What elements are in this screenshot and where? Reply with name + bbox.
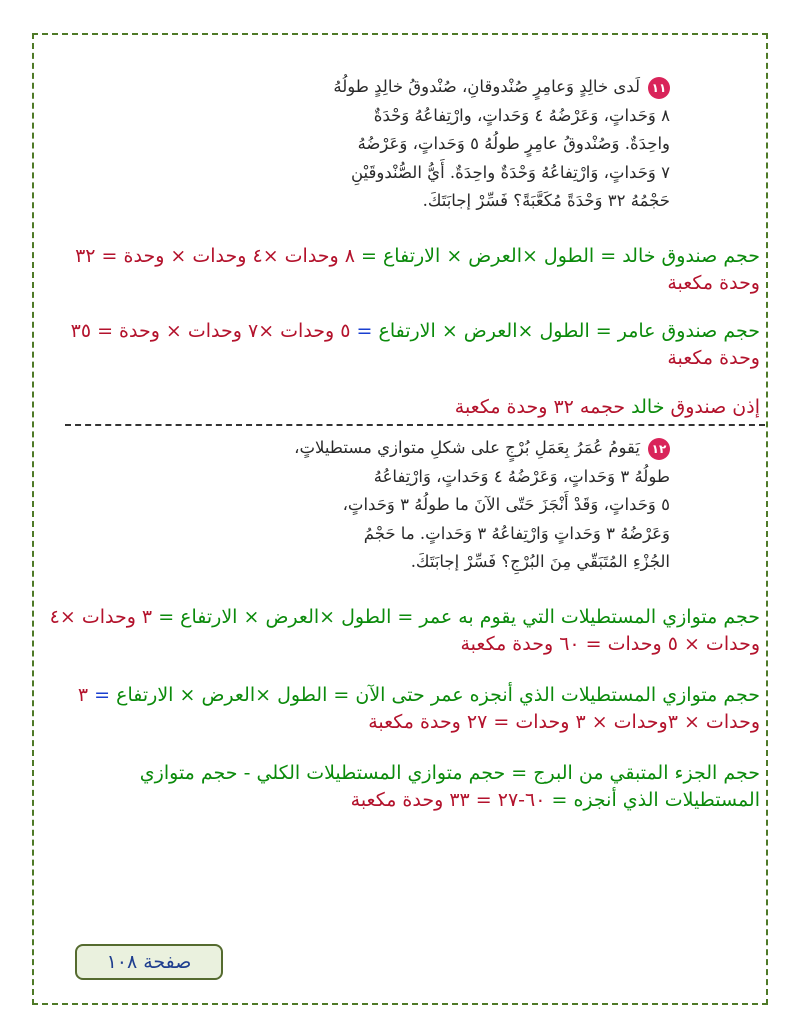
answer-conclusion	[40, 394, 760, 421]
problem-11	[230, 73, 670, 216]
answer-full-volume	[40, 604, 760, 658]
problem-line: حَجْمُهُ ٣٢ وَحْدَةً مُكَعَّبَةً؟ فَسِّرْ إجابَتَكَ.	[422, 191, 670, 210]
answer-calc: ٣ وحدات ×٤ وحدات × ٥ وحدات = ٦٠ وحدة مكعبة	[49, 606, 760, 655]
problem-line: طولُهُ ٣ وَحَداتٍ، وَعَرْضُهُ ٤ وَحَداتٍ، وَارْتِفاعُهُ	[373, 466, 670, 486]
answer-calc: ٣ وحدات × ٣وحدات × ٣ وحدات = ٢٧ وحدة مكعبة	[77, 684, 760, 733]
problem-line: ٨ وَحَداتٍ، وَعَرْضُهُ ٤ وَحَداتٍ، وارْتِفاعُهُ وَحْدَةٌ	[373, 105, 670, 125]
answer-calc: ٦٠-٢٧ = ٣٣ وحدة مكعبة	[350, 789, 552, 811]
conclusion-name: خالد	[625, 396, 671, 418]
problem-number: ١١	[648, 77, 670, 99]
answer-label: حجم الجزء المتبقي من البرج = حجم متوازي المستطيلات الكلي - حجم متوازي المستطيلات الذي أنجزه =	[139, 762, 760, 811]
problem-line: ٧ وَحَداتٍ، وَارْتِفاعُهُ وَحْدَةٌ واحِدَةٌ. أَيُّ الصُّنْدوقَيْنِ	[350, 162, 670, 182]
answer-amer	[40, 318, 760, 372]
problem-line: الجُزْءِ المُتَبَقّي مِنَ البُرْجِ؟ فَسِّرْ إجابَتَكَ.	[410, 552, 670, 571]
page-number-label: صفحة ١٠٨	[106, 951, 192, 973]
problem-number: ١٢	[648, 438, 670, 460]
problem-line: وَعَرْضُهُ ٣ وَحَداتٍ وَارْتِفاعُهُ ٣ وَحَداتٍ. ما حَجْمُ	[363, 523, 670, 543]
answer-khaled	[40, 243, 760, 297]
problem-line: ٥ وَحَداتٍ، وَقَدْ أَنْجَزَ حَتّى الآنَ ما طولُهُ ٣ وَحَداتٍ،	[342, 495, 670, 514]
page-number-badge	[75, 944, 223, 980]
section-divider	[65, 424, 765, 426]
answer-label: حجم صندوق خالد = الطول ×العرض × الارتفاع =	[361, 245, 760, 267]
problem-line: ١٢يَقومُ عُمَرُ بِعَمَلِ بُرْجٍ على شكلِ متوازي مستطيلاتٍ،	[230, 434, 670, 463]
problem-line: ١١لَدى خالِدٍ وَعامِرٍ صُنْدوقانِ، صُنْدوقُ خالِدٍ طولُهُ	[230, 73, 670, 102]
answer-calc: ٨ وحدات ×٤ وحدات × وحدة = ٣٢ وحدة مكعبة	[75, 245, 760, 294]
answer-label: حجم صندوق عامر = الطول ×العرض × الارتفاع	[378, 320, 760, 342]
answer-label: حجم متوازي المستطيلات التي يقوم به عمر = الطول ×العرض × الارتفاع =	[158, 606, 760, 628]
problem-12	[230, 434, 670, 577]
answer-label: حجم متوازي المستطيلات الذي أنجزه عمر حتى الآن = الطول ×العرض × الارتفاع	[116, 684, 760, 706]
problem-line: واحِدَةٌ. وَصُنْدوقُ عامِرٍ طولُهُ ٥ وَحَداتٍ، وَعَرْضُهُ	[357, 134, 670, 153]
answer-equals: =	[88, 684, 117, 706]
conclusion-prefix: إذن صندوق	[670, 396, 760, 418]
answer-remaining-volume	[40, 760, 760, 814]
answer-done-volume	[40, 682, 760, 736]
conclusion-suffix: حجمه ٣٢ وحدة مكعبة	[454, 396, 626, 418]
answer-equals: =	[350, 320, 379, 342]
answer-calc: ٥ وحدات ×٧ وحدات × وحدة = ٣٥ وحدة مكعبة	[70, 320, 760, 369]
